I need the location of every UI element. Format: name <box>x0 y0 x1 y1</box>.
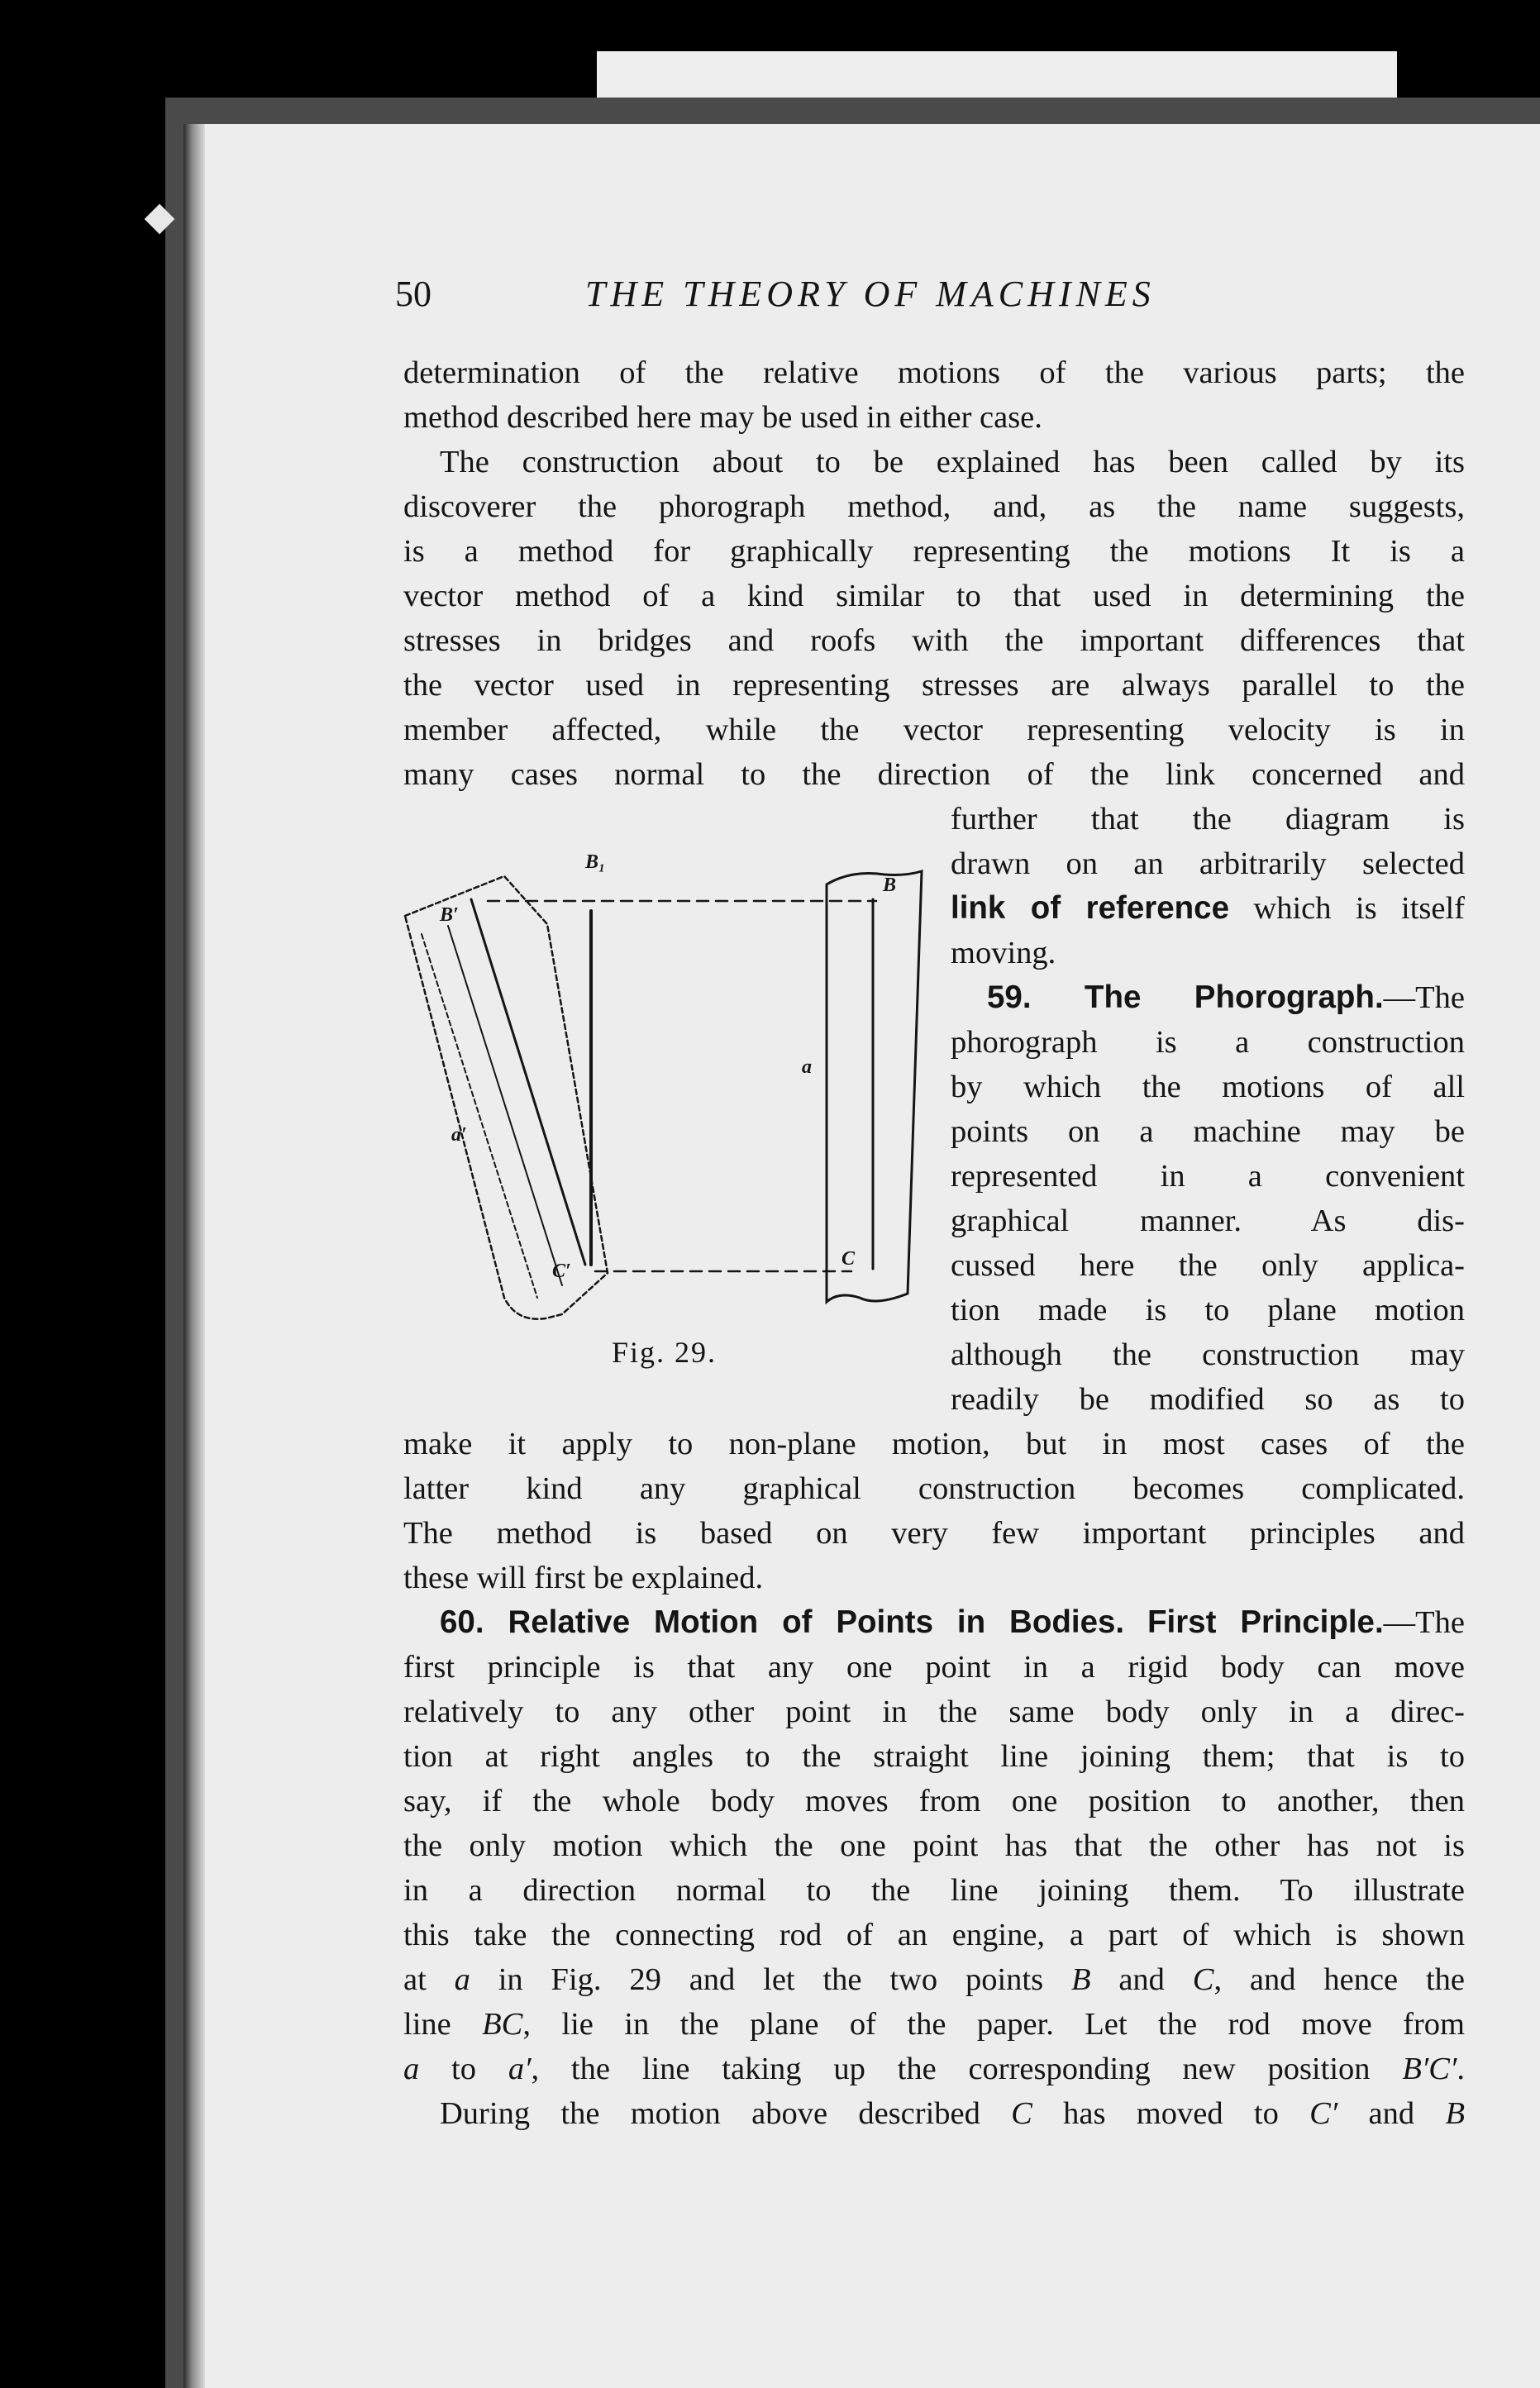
figure-29-diagram <box>389 835 934 1372</box>
label-a: a <box>802 1056 812 1078</box>
text-line: moving. <box>951 936 1056 970</box>
label-c-prime: C′ <box>552 1261 571 1282</box>
link-a-prime-edge <box>471 899 585 1265</box>
section-title: 60. Relative Motion of Points in Bodies. <box>440 1604 1125 1640</box>
text-line: The construction about to be explained has been called by its <box>440 445 1465 479</box>
page-number: 50 <box>395 274 431 314</box>
text-line: readily be modified so as to <box>951 1382 1465 1417</box>
text-line: many cases normal to the direction of the link concerned and <box>403 757 1465 792</box>
text-line: although the construction may <box>951 1337 1465 1372</box>
text-line: During the motion above described C has moved to C′ and B <box>440 2096 1465 2131</box>
label-b: B <box>883 875 897 896</box>
label-b-prime: B′ <box>440 904 459 926</box>
text-line: first principle is that any one point in a rigid body can move <box>403 1650 1465 1685</box>
text-line: method described here may be used in either case. <box>403 400 1042 435</box>
text-line: tion at right angles to the straight line joining them; that is to <box>403 1739 1465 1774</box>
text-line: these will first be explained. <box>403 1561 764 1595</box>
text-line: vector method of a kind similar to that used in determining the <box>403 579 1465 613</box>
text-line: line BC, lie in the plane of the paper. Let the rod move from <box>403 2007 1466 2042</box>
section-title: 59. The Phorograph. <box>987 980 1384 1015</box>
section-59-heading: 59. The Phorograph.—The <box>987 980 1465 1015</box>
text-line: by which the motions of all <box>951 1070 1465 1104</box>
text-line: tion made is to plane motion <box>951 1293 1465 1327</box>
label-b1: B₁ <box>585 851 606 873</box>
text-line: graphical manner. As dis- <box>951 1204 1465 1238</box>
text-line: represented in a convenient <box>951 1159 1465 1194</box>
text-line: further that the diagram is <box>951 802 1465 837</box>
text-line: The method is based on very few important principles and <box>403 1516 1465 1551</box>
text-line: this take the connecting rod of an engine, a part of which is shown <box>403 1918 1465 1952</box>
link-a-prime-edge-2 <box>448 926 562 1285</box>
figure-caption: Fig. 29. <box>612 1336 718 1369</box>
bold-phrase: link of reference <box>951 890 1229 926</box>
link-a-prime-edge-3 <box>422 934 537 1298</box>
page-header <box>395 273 1470 314</box>
text-line: make it apply to non-plane motion, but in most cases of the <box>403 1427 1465 1461</box>
section-60-heading: 60. Relative Motion of Points in Bodies. First Principle.—The <box>440 1604 1466 1640</box>
text-line: discoverer the phorograph method, and, as the name suggests, <box>403 489 1465 524</box>
text-line: latter kind any graphical construction becomes complicated. <box>403 1471 1465 1506</box>
running-title: THE THEORY OF MACHINES <box>585 274 1156 314</box>
text-line: member affected, while the vector representing velocity is in <box>403 713 1465 747</box>
subsection-title: First Principle. <box>1147 1604 1384 1640</box>
text-line: the only motion which the one point has that the other has not is <box>403 1828 1465 1863</box>
text-line: in a direction normal to the line joining them. To illustrate <box>403 1873 1465 1908</box>
text-line: cussed here the only applica- <box>951 1248 1465 1283</box>
text-line: relatively to any other point in the same body only in a direc- <box>403 1694 1465 1729</box>
page-gutter <box>184 124 205 2388</box>
text-line: is a method for graphically representing the motions It is a <box>403 534 1465 569</box>
text-line: the vector used in representing stresses are always parallel to the <box>403 668 1465 703</box>
text-line: link of reference which is itself <box>951 890 1465 926</box>
text-line: stresses in bridges and roofs with the important differences that <box>403 623 1465 658</box>
text-line: a to a′, the line taking up the corresponding new position B′C′. <box>403 2052 1465 2086</box>
link-a-prime-outline <box>405 876 608 1319</box>
label-a-prime: a′ <box>451 1124 467 1146</box>
label-c: C <box>842 1248 856 1270</box>
text-line: say, if the whole body moves from one position to another, then <box>403 1784 1465 1818</box>
text-line: at a in Fig. 29 and let the two points B and C, and hence the <box>403 1962 1466 1997</box>
text-line: drawn on an arbitrarily selected <box>951 846 1465 881</box>
text-line: determination of the relative motions of the various parts; the <box>403 355 1465 390</box>
text-line: points on a machine may be <box>951 1114 1465 1149</box>
text-line: phorograph is a construction <box>951 1025 1465 1060</box>
